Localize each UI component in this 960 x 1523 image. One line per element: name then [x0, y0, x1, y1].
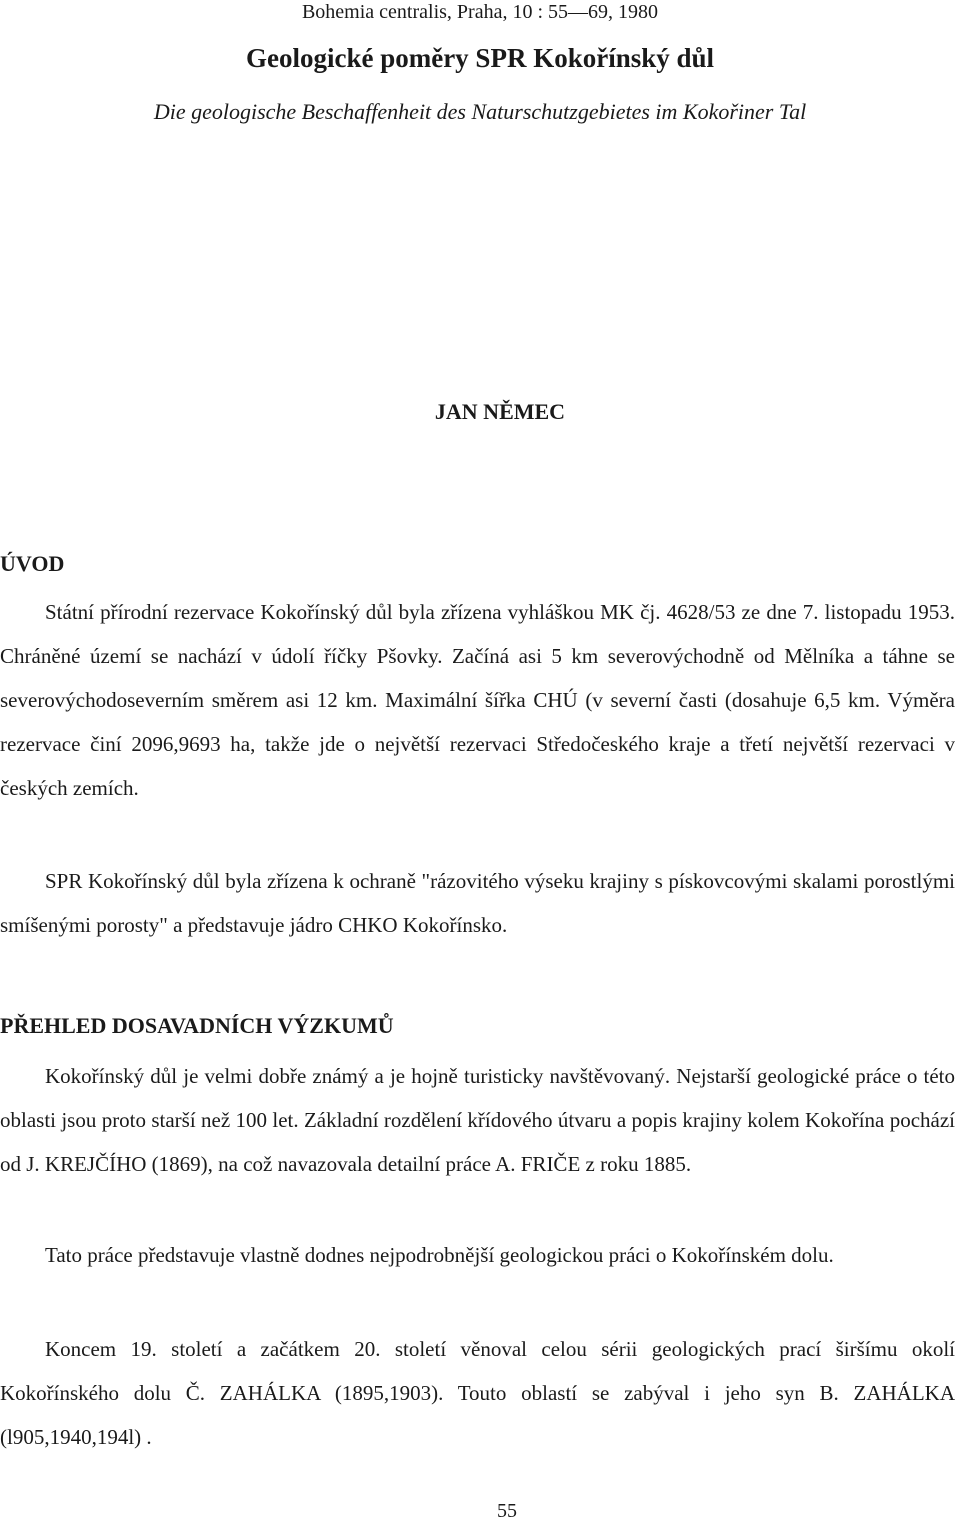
section-heading-prehled: PŘEHLED DOSAVADNÍCH VÝZKUMŮ [0, 1013, 394, 1038]
journal-citation: Bohemia centralis, Praha, 10 : 55—69, 1980 [301, 1, 659, 23]
paragraph-prehled-2: Tato práce představuje vlastně dodnes nejpodrobnější geologickou práci o Kokořínském dolu. [45, 1243, 834, 1267]
paragraph-prehled-3: Koncem 19. století a začátkem 20. století věnoval celou sérii geologických prací širšímu okolí Kokořínského dolu Č. ZAHÁLKA (1895,1903). Touto oblastí se zabýval i jeho syn B. ZAHÁLKA (l905,1940,194l) . [0, 1337, 955, 1449]
paragraph-uvod-1: Státní přírodní rezervace Kokořínský důl byla zřízena vyhláškou MK čj. 4628/53 ze dne 7. listopadu 1953. Chráněné území se nachází v údolí říčky Pšovky. Začíná asi 5 km severovýchodně od Mělníka a táhne se severovýchodoseverním směrem asi 12 km. Maximální šířka CHÚ (v severní časti (dosahuje 6,5 km. Výměra rezervace činí 2096,9693 ha, takže jde o největší rezervaci Středočeského kraje a třetí největší rezervaci v českých zemích. [0, 600, 955, 800]
article-title: Geologické poměry SPR Kokořínský důl [245, 43, 715, 73]
article-subtitle: Die geologische Beschaffenheit des Naturschutzgebietes im Kokořiner Tal [153, 99, 807, 124]
author-name: JAN NĚMEC [434, 399, 566, 424]
page-number: 55 [497, 1500, 517, 1522]
paragraph-prehled-1: Kokořínský důl je velmi dobře známý a je hojně turisticky navštěvovaný. Nejstarší geologické práce o této oblasti jsou proto starší než 100 let. Základní rozdělení křídového útvaru a popis krajiny kolem Kokořína pochází od J. KREJČÍHO (1869), na což navazovala detailní práce A. FRIČE z roku 1885. [0, 1064, 955, 1176]
section-heading-uvod: ÚVOD [0, 551, 65, 576]
paragraph-uvod-2: SPR Kokořínský důl byla zřízena k ochraně "rázovitého výseku krajiny s pískovcovými skalami porostlými smíšenými porosty" a představuje jádro CHKO Kokořínsko. [0, 869, 955, 937]
